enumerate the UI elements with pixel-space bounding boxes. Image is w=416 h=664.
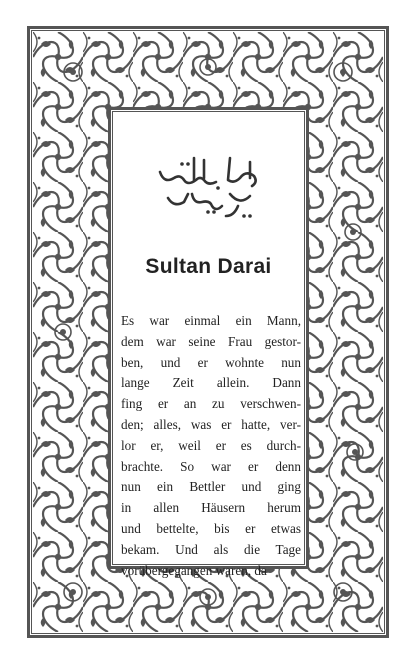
story-line: lor er, weil er es durch- (121, 437, 301, 453)
story-line: nun ein Bettler und ging (121, 479, 301, 495)
jawi-calligraphy (138, 150, 278, 226)
story-line: in allen Häusern herum (121, 500, 301, 516)
story-line: den; alles, was er hatte, ver- (121, 416, 301, 432)
story-line: lange Zeit allein. Dann (121, 375, 301, 391)
story-line: fing er an zu verschwen- (121, 396, 301, 412)
story-line: ben, und er wohnte nun (121, 354, 301, 370)
story-line: und bettelte, bis er etwas (121, 520, 301, 536)
story-body (121, 311, 301, 581)
story-line: Es war einmal ein Mann, (121, 313, 301, 328)
story-title: Sultan Darai (145, 255, 272, 278)
story-line: bekam. Und als die Tage (121, 541, 301, 557)
story-line: dem war seine Frau gestor- (121, 333, 301, 349)
story-line: brachte. So war er denn (121, 458, 301, 474)
story-line: vorübergegangen waren, da (121, 562, 267, 578)
